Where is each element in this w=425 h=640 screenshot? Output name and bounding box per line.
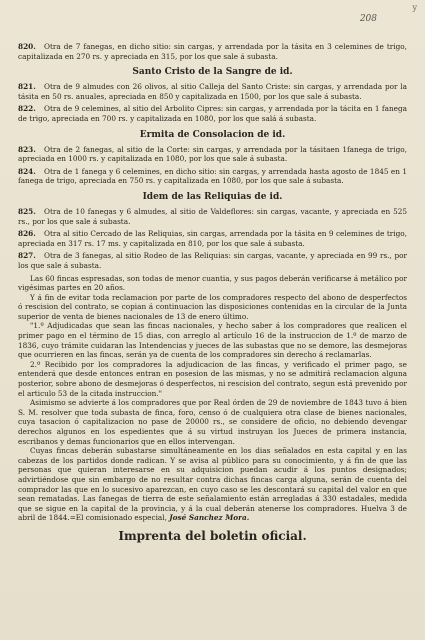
entry-number: 827. (18, 251, 36, 261)
printer-imprint: Imprenta del boletin oficial. (118, 528, 307, 543)
paragraph: Asimismo se advierte á los compradores que por Real órden de 29 de noviembre de 1843 tuvo á bien S. M. resolver que toda subasta de finca, foro, censo ó de cualquiera otra clase de bienes nacionales, cuya tasacion ó capitalizacion no pase de 20000 rs., se considere de oficio, no debiendo devengar derechos algunos en los espedientes que á su virtud instruyan los Jueces de primera instancia, escribanos y demas funcionarios que en ellos intervengan. (18, 398, 407, 446)
entries-section-2 (18, 145, 407, 186)
entry-number: 824. (18, 166, 36, 176)
paragraph: Las 60 fincas espresadas, son todas de menor cuantia, y sus pagos deberán verificarse á metálico por vigésimas partes en 20 años. (18, 273, 407, 293)
paragraph-text: Cuyas fincas deberán subastarse simultáneamente en los dias señalados en esta capital y en las cabezas de los partidos donde radican. Y se avisa al público para su conocimiento, y á fin de que las personas que quieran interesarse en su adquisicion puedan acudir á los puntos designados; advirtiéndose que sin embargo de no resultar contra dichas fincas carga alguna, serán de cuenta del comprador las que en lo sucesivo aparezcan, en cuyo caso se les descontará su capital del valor en que sean rematadas. Las fanegas de tierra de este señalamiento están arregladas á 330 estadales, medida que se sigue en la capital de la provincia, y á la cual deberán atenerse los compradores. Huelva 3 de abril de 1844.=El comisionado especial, (18, 446, 407, 523)
entry-number: 823. (18, 144, 36, 154)
body-text (18, 274, 407, 523)
entry-text: Otra al sitio Cercado de las Reliquias, sin cargas, arrendada por la tásita en 9 celemines de trigo, apreciada en 317 rs. 17 ms. y capitalizada en 810, por los que sale á subasta. (18, 229, 407, 248)
section-title: Santo Cristo de la Sangre de id. (132, 67, 293, 78)
entry (18, 229, 407, 248)
entry-number: 822. (18, 104, 36, 114)
paragraph (18, 446, 407, 523)
entry-number: 826. (18, 229, 36, 239)
entry-number: 820. (18, 42, 36, 51)
entry (18, 145, 407, 164)
paragraph: 2.º Recibido por los compradores la adjudicacion de las fincas, y verificado el primer pago, se entenderá que desde entonces entran en posesion de las mismas, y no se admitirá reclamacion alguna posterior, sobre abono de desmejoras ó desperfectos, ni rescision del contrato, segun está prevenido por el articulo 53 de la citada instruccion." (18, 359, 407, 398)
entries-top (18, 42, 407, 61)
entry-text: Otra de 10 fanegas y 6 almudes, al sitio de Valdeflores: sin cargas, vacante, y apreciada en 525 rs., por los que sale á subasta. (18, 206, 407, 226)
section-title: Ermita de Consolacion de id. (139, 129, 286, 140)
entries-section-3 (18, 207, 407, 271)
section-title: Idem de las Reliquias de id. (142, 191, 283, 202)
signature: José Sanchez Mora. (169, 513, 250, 523)
entry (18, 167, 407, 186)
entry (18, 207, 407, 226)
entry-text: Otra de 9 almudes con 26 olivos, al sitio Calleja del Santo Criste: sin cargas, y arrendada por la tásita en 50 rs. anuales, apreciada en 850 y capitalizada en 1500, por los que sale á subasta. (18, 82, 407, 101)
page-number: 208 (359, 14, 377, 24)
entry-text: Otra de 3 fanegas, al sitio Rodeo de las Reliquias: sin cargas, vacante, y apreciada en 99 rs., por los que sale á subasta. (18, 251, 407, 270)
entry-number: 825. (18, 206, 36, 216)
entry (18, 251, 407, 270)
paragraph: "1.º Adjudicadas que sean las fincas nacionales, y hecho saber á los compradores que realicen el primer pago en el término de 15 dias, con arreglo al artículo 16 de la instruccion de 1.º de marzo de 1836, cuyo trámite cuidaran las Intendencias y jueces de las subastas que no se demore, las desmejoras que ocurrieren en las fincas, serán ya de cuenta de los compradores sin derecho á reclamarlas. (18, 321, 407, 360)
entries-section-1 (18, 82, 407, 123)
entry-text: Otra de 1 fanega y 6 celemines, en dicho sitio: sin cargas, y arrendada hasta agosto de 1845 en 1 fanega de trigo, apreciada en 750 rs. y capitalizada en 1080, por los que sale á subasta. (18, 166, 407, 186)
top-mark: y (412, 3, 417, 12)
entry-text: Otra de 9 celemines, al sitio del Arbolito Cipres: sin cargas, y arrendada por la tácita en 1 fanega de trigo, apreciada en 700 rs. y capitalizada en 1080, por los que salá á subasta. (18, 104, 407, 123)
entry-text: Otra de 2 fanegas, al sitio de la Corte: sin cargas, y arrendada por la tásitaen 1fanega de trigo, apreciada en 1000 rs. y capitalizada en 1080, por los que sale á subasta. (18, 144, 407, 164)
entry (18, 42, 407, 61)
entry (18, 104, 407, 123)
entry-number: 821. (18, 82, 36, 92)
entry-text: Otra de 7 fanegas, en dicho sitio: sin cargas, y arrendada por la tásita en 3 celemines de trigo, capitalizada en 270 rs. y apreciada en 315, por los que sale á subasta. (18, 42, 407, 61)
paragraph: Y á fin de evitar toda reclamacion por parte de los compradores respecto del abono de desperfectos ó rescision del contrato, se copian á continuacion las disposiciones contenidas en la circular de la Junta superior de venta de bienes nacionales de 13 de enero último. (18, 292, 407, 321)
entry (18, 82, 407, 101)
